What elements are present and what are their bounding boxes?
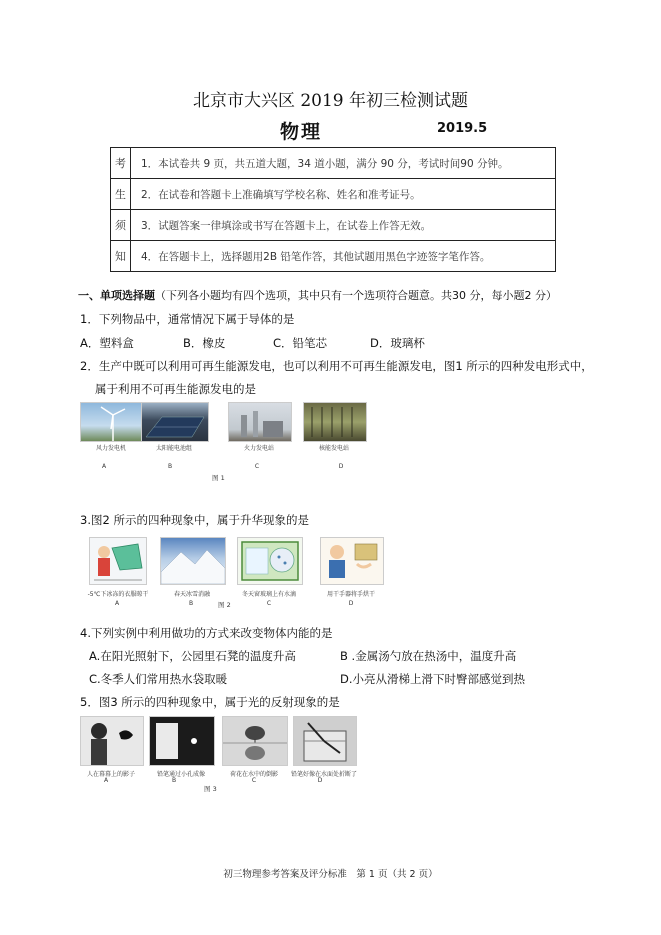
question-2-stem-cont: 属于利用不可再生能源发电的是 [95, 382, 256, 396]
fig1-caption-a: 风力发电机 [95, 445, 126, 452]
hand-shadow-photo [80, 716, 144, 766]
fig3-caption-c: 荷花在水中的倒影 [229, 771, 278, 778]
exam-date: 2019.5 [437, 121, 488, 136]
window-waterdrop-illustration [237, 537, 303, 585]
page-title: 北京市大兴区 2019 年初三检测试题 [192, 91, 469, 111]
fig2-letter-b: B [188, 600, 194, 607]
fig1-letter-b: B [167, 463, 173, 470]
fig1-caption-c: 火力发电站 [243, 445, 274, 452]
solar-panel-photo [141, 402, 209, 442]
pencil-in-water-photo [293, 716, 357, 766]
section-heading [78, 287, 557, 303]
pinhole-image-photo [149, 716, 215, 766]
hand-dryer-illustration [320, 537, 384, 585]
q1-option-d: D．玻璃杯 [370, 336, 425, 350]
notice-item: 1．本试卷共 9 页，共五道大题，34 道小题，满分 90 分，考试时间90 分钟。 [131, 148, 556, 179]
fig2-letter-a: A [114, 600, 120, 607]
fig1-caption-b: 太阳能电池组 [155, 445, 192, 452]
fig2-caption-d: 用干手器将手烘干 [326, 591, 375, 598]
fig2-caption-a: -5℃下冰冻的衣服晾干 [87, 591, 149, 598]
q1-option-a: A．塑料盒 [80, 336, 134, 350]
fig1-letter-d: D [338, 463, 344, 470]
notice-item: 2．在试卷和答题卡上准确填写学校名称、姓名和准考证号。 [131, 179, 556, 210]
fig2-letter-c: C [266, 600, 272, 607]
fig3-letter-b: B [171, 777, 177, 784]
section-description: （下列各小题均有四个选项，其中只有一个选项符合题意。共30 分，每小题2 分） [155, 289, 557, 302]
question-1-stem: 1．下列物品中，通常情况下属于导体的是 [80, 312, 295, 326]
notice-key: 须 [111, 210, 131, 241]
q4-option-a: A.在阳光照射下，公园里石凳的温度升高 [89, 649, 296, 663]
q1-option-b: B．橡皮 [183, 336, 226, 350]
fig1-letter-c: C [254, 463, 260, 470]
fig3-caption-d: 铅笔好像在水面处折断了 [290, 771, 357, 778]
fig2-caption-c: 冬天窗玻璃上有水滴 [241, 591, 296, 598]
fig2-caption-b: 春天冰雪消融 [173, 591, 210, 598]
q4-option-c: C.冬季人们常用热水袋取暖 [89, 672, 228, 686]
q4-option-b: B .金属汤勺放在热汤中，温度升高 [340, 649, 517, 663]
wind-turbine-photo [80, 402, 144, 442]
fig3-letter-c: C [251, 777, 257, 784]
question-5-stem: 5．图3 所示的四种现象中，属于光的反射现象的是 [80, 695, 340, 709]
question-2-stem: 2．生产中既可以利用可再生能源发电，也可以利用不可再生能源发电，图1 所示的四种发电形式中， [80, 359, 593, 373]
notice-key: 知 [111, 241, 131, 272]
notice-item: 4．在答题卡上，选择题用2B 铅笔作答，其他试题用黑色字迹签字笔作答。 [131, 241, 556, 272]
notice-key: 生 [111, 179, 131, 210]
subject-title: 物理 [280, 121, 323, 143]
page-footer: 初三物理参考答案及评分标准 第 1 页（共 2 页） [223, 869, 438, 880]
thermal-power-photo [228, 402, 292, 442]
q4-option-d: D.小亮从滑梯上滑下时臀部感觉到热 [340, 672, 526, 686]
question-4-stem: 4.下列实例中利用做功的方式来改变物体内能的是 [80, 626, 333, 640]
fig2-letter-d: D [348, 600, 354, 607]
fig3-caption-b: 铅笔通过小孔成像 [156, 771, 205, 778]
frozen-clothes-illustration [89, 537, 147, 585]
notice-key: 考 [111, 148, 131, 179]
fig3-letter-a: A [103, 777, 109, 784]
nuclear-plant-photo [303, 402, 367, 442]
fig1-letter-a: A [101, 463, 107, 470]
figure-3-label: 图 3 [204, 785, 217, 793]
q1-option-c: C．铅笔芯 [273, 336, 328, 350]
section-title: 一、单项选择题 [78, 289, 155, 302]
fig1-caption-d: 核能发电站 [318, 445, 349, 452]
exam-notice-table [110, 147, 556, 272]
fig3-caption-a: 人在幕幕上的影子 [86, 771, 135, 778]
fig3-letter-d: D [317, 777, 323, 784]
notice-item: 3．试题答案一律填涂或书写在答题卡上，在试卷上作答无效。 [131, 210, 556, 241]
melting-snow-photo [160, 537, 226, 585]
lotus-reflection-photo [222, 716, 288, 766]
figure-1-label: 图 1 [212, 474, 225, 482]
question-3-stem: 3.图2 所示的四种现象中，属于升华现象的是 [80, 513, 309, 527]
figure-2-label: 图 2 [218, 601, 231, 609]
